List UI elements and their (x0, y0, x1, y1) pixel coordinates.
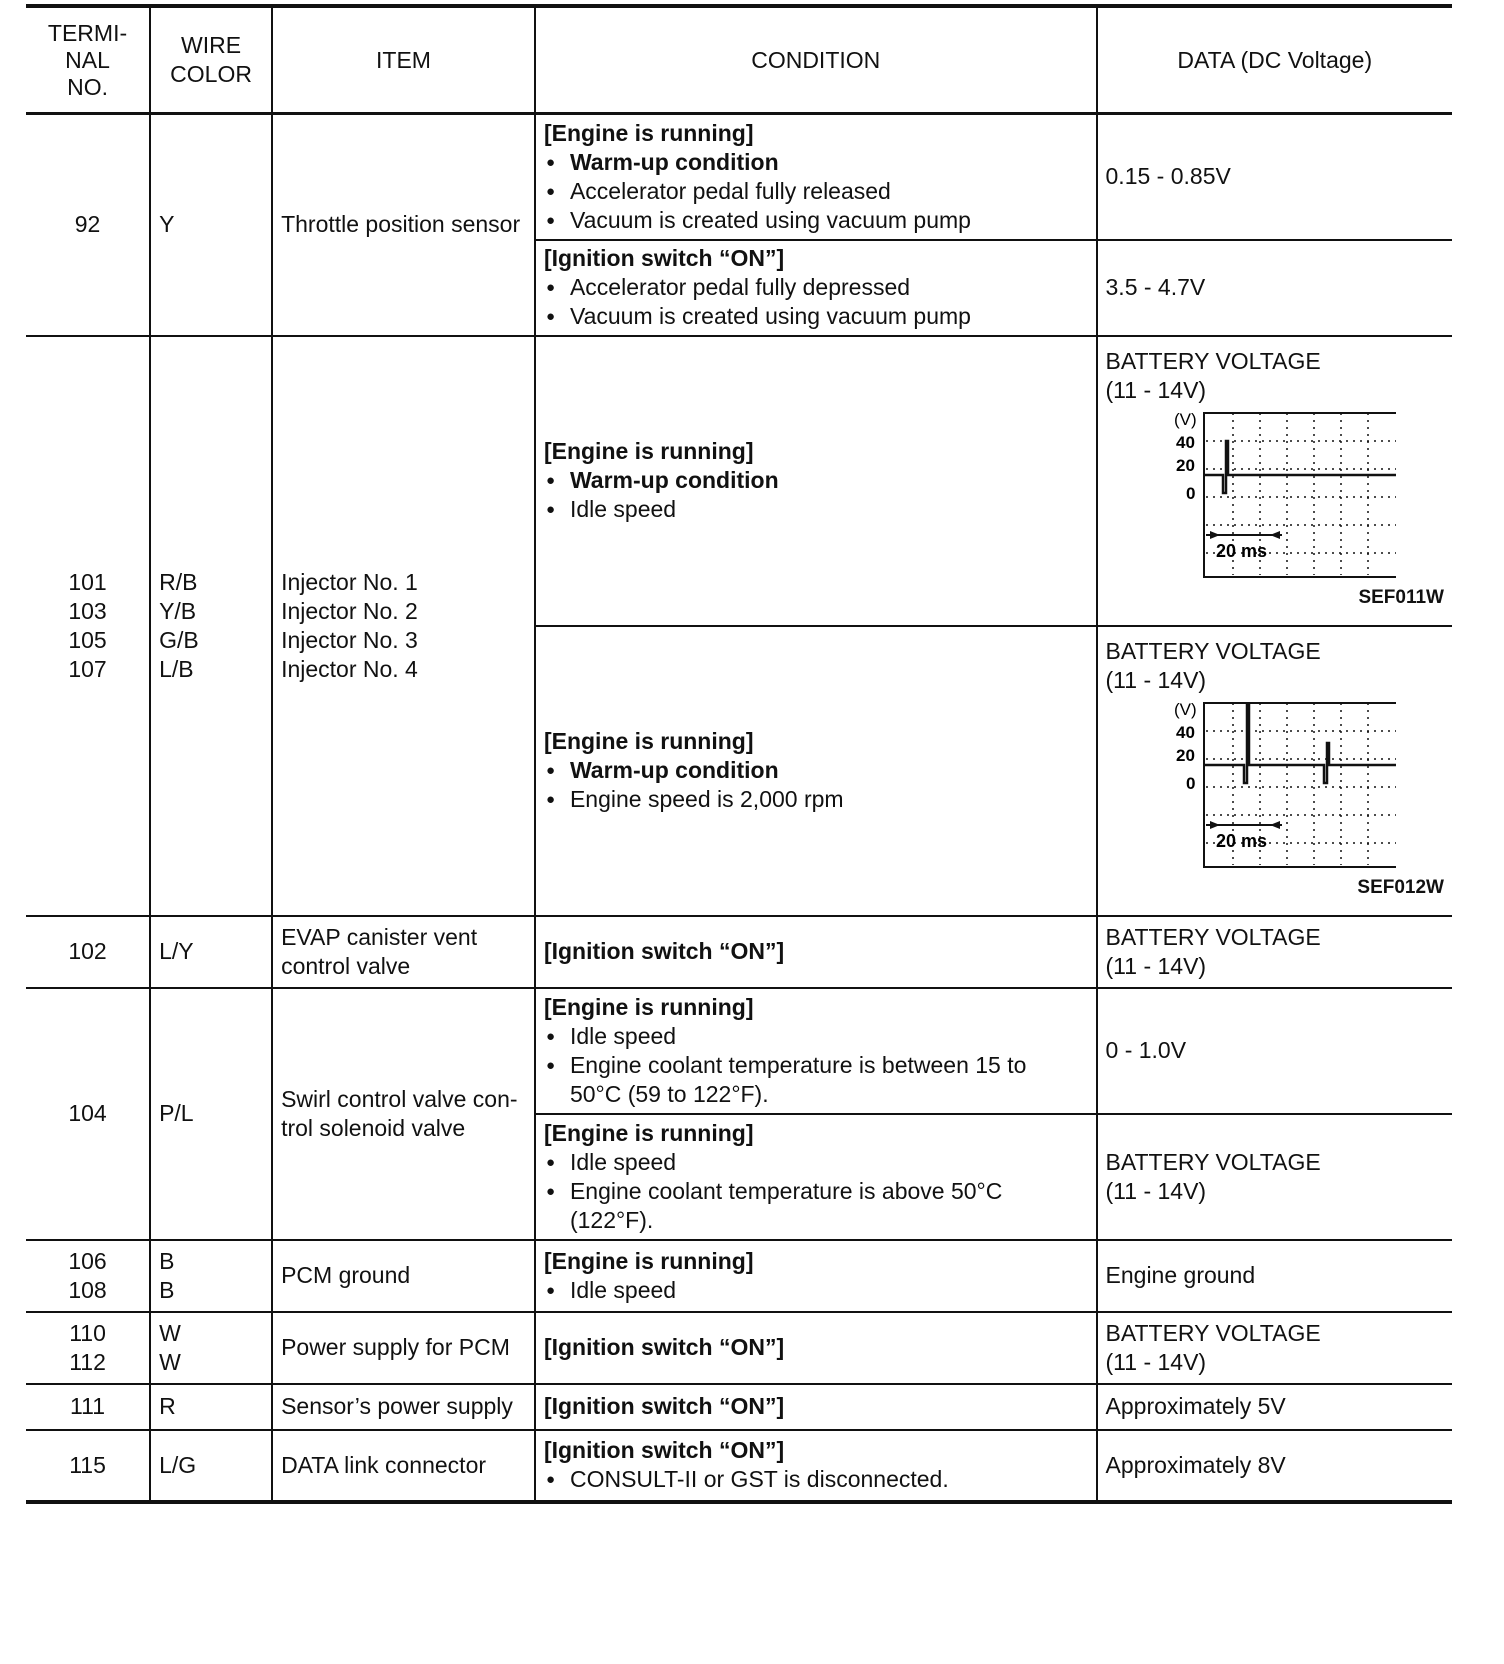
condition-title: [Ignition switch “ON”] (543, 1334, 785, 1360)
condition-bullet: ● Warm-up condition (544, 466, 1088, 495)
condition-cell (535, 988, 1097, 1114)
wave-time-label: 20 ms (1215, 830, 1267, 851)
item-cell: Throttle position sensor (272, 114, 535, 336)
item-cell: Power supply for PCM (272, 1312, 535, 1384)
table-row (26, 988, 1452, 1114)
figure-code: SEF011W (1358, 586, 1444, 608)
condition-title: [Ignition switch “ON”] (543, 1393, 785, 1419)
ecm-terminal-table (26, 4, 1452, 1504)
wave-tick-label: 20 (1175, 455, 1195, 475)
wave-time-label: 20 ms (1215, 540, 1267, 561)
condition-bullet: ● Engine coolant temperature is between 15 to 50°C (59 to 122°F). (544, 1051, 1088, 1109)
condition-title: [Engine is running] (543, 1247, 754, 1274)
battery-range-label: (11 - 14V) (1105, 666, 1207, 693)
condition-title: [Engine is running] (543, 438, 754, 464)
condition-cell (535, 1312, 1097, 1384)
data-cell: BATTERY VOLTAGE (11 - 14V) (1097, 916, 1452, 988)
condition-bullet: ● Idle speed (544, 1276, 1088, 1305)
condition-title: [Engine is running] (543, 119, 754, 146)
terminal-table-sheet (26, 4, 1452, 1504)
condition-title: [Ignition switch “ON”] (543, 1437, 785, 1463)
condition-cell (535, 1430, 1097, 1502)
condition-bullet: ● Accelerator pedal fully depressed (544, 273, 1088, 302)
terminal-cell: 106 108 (26, 1240, 150, 1312)
wire-cell: L/Y (150, 916, 272, 988)
item-cell: Sensor’s power supply (272, 1384, 535, 1430)
battery-voltage-label: BATTERY VOLTAGE (1105, 347, 1321, 374)
condition-title: [Engine is running] (543, 728, 754, 754)
condition-cell (535, 1240, 1097, 1312)
condition-cell (535, 240, 1097, 336)
data-cell: Engine ground (1097, 1240, 1452, 1312)
wave-tick-label: 0 (1185, 483, 1195, 503)
wire-cell: R/B Y/B G/B L/B (150, 336, 272, 916)
condition-bullet: ● Vacuum is created using vacuum pump (544, 302, 1088, 331)
data-cell: 3.5 - 4.7V (1097, 240, 1452, 336)
header-data: DATA (DC Voltage) (1097, 6, 1452, 114)
terminal-cell: 104 (26, 988, 150, 1240)
battery-range-label: (11 - 14V) (1105, 376, 1207, 403)
condition-bullet: ● Warm-up condition (544, 756, 1088, 785)
battery-voltage-label: BATTERY VOLTAGE (1105, 637, 1321, 664)
data-cell (1097, 626, 1452, 916)
terminal-cell: 92 (26, 114, 150, 336)
condition-cell (535, 336, 1097, 626)
condition-bullet: ● Vacuum is created using vacuum pump (544, 206, 1088, 235)
injector-waveform-2000rpm (1146, 701, 1396, 871)
wave-tick-label: 20 (1175, 745, 1195, 765)
condition-cell (535, 626, 1097, 916)
terminal-cell: 111 (26, 1384, 150, 1430)
data-cell: Approximately 8V (1097, 1430, 1452, 1502)
condition-cell (535, 916, 1097, 988)
item-cell: DATA link connector (272, 1430, 535, 1502)
table-row (26, 1240, 1452, 1312)
wire-cell: W W (150, 1312, 272, 1384)
wire-cell: Y (150, 114, 272, 336)
table-row (26, 916, 1452, 988)
data-cell (1097, 336, 1452, 626)
condition-bullet: ● Idle speed (544, 495, 1088, 524)
header-wire-color: WIRE COLOR (150, 6, 272, 114)
wave-unit-label: (V) (1173, 700, 1197, 719)
data-cell: 0.15 - 0.85V (1097, 114, 1452, 240)
condition-bullet: ● Accelerator pedal fully released (544, 177, 1088, 206)
condition-bullet: ● Idle speed (544, 1022, 1088, 1051)
data-cell: BATTERY VOLTAGE (11 - 14V) (1097, 1114, 1452, 1240)
condition-cell (535, 1114, 1097, 1240)
wire-cell: P/L (150, 988, 272, 1240)
wave-tick-label: 0 (1185, 773, 1195, 793)
condition-title: [Engine is running] (543, 1119, 754, 1146)
condition-bullet: ● Idle speed (544, 1148, 1088, 1177)
wave-tick-label: 40 (1175, 432, 1195, 452)
condition-cell (535, 114, 1097, 240)
data-cell: Approximately 5V (1097, 1384, 1452, 1430)
condition-title: [Ignition switch “ON”] (543, 245, 785, 271)
terminal-cell: 115 (26, 1430, 150, 1502)
header-terminal: TERMI- NAL NO. (26, 6, 150, 114)
condition-cell (535, 1384, 1097, 1430)
item-cell: Swirl control valve con- trol solenoid valve (272, 988, 535, 1240)
terminal-cell: 110 112 (26, 1312, 150, 1384)
wave-unit-label: (V) (1173, 410, 1197, 429)
data-cell: 0 - 1.0V (1097, 988, 1452, 1114)
table-row (26, 1384, 1452, 1430)
header-condition: CONDITION (535, 6, 1097, 114)
wire-cell: B B (150, 1240, 272, 1312)
condition-bullet: ● Engine speed is 2,000 rpm (544, 785, 1088, 814)
terminal-cell: 101 103 105 107 (26, 336, 150, 916)
injector-waveform-idle (1146, 411, 1396, 581)
condition-bullet: ● Warm-up condition (544, 148, 1088, 177)
condition-bullet: ● CONSULT-II or GST is disconnected. (544, 1465, 1088, 1494)
wire-cell: L/G (150, 1430, 272, 1502)
item-cell: Injector No. 1 Injector No. 2 Injector No. 3 Injector No. 4 (272, 336, 535, 916)
table-row (26, 114, 1452, 240)
figure-code: SEF012W (1357, 876, 1444, 898)
header-item: ITEM (272, 6, 535, 114)
item-cell: PCM ground (272, 1240, 535, 1312)
condition-title: [Ignition switch “ON”] (543, 938, 785, 964)
condition-bullet: ● Engine coolant temperature is above 50°C (122°F). (544, 1177, 1088, 1235)
wave-tick-label: 40 (1175, 722, 1195, 742)
item-cell: EVAP canister vent control valve (272, 916, 535, 988)
data-cell: BATTERY VOLTAGE (11 - 14V) (1097, 1312, 1452, 1384)
table-header-row (26, 6, 1452, 114)
table-row (26, 1312, 1452, 1384)
table-row (26, 1430, 1452, 1502)
condition-title: [Engine is running] (543, 993, 754, 1020)
terminal-cell: 102 (26, 916, 150, 988)
wire-cell: R (150, 1384, 272, 1430)
table-row (26, 336, 1452, 626)
